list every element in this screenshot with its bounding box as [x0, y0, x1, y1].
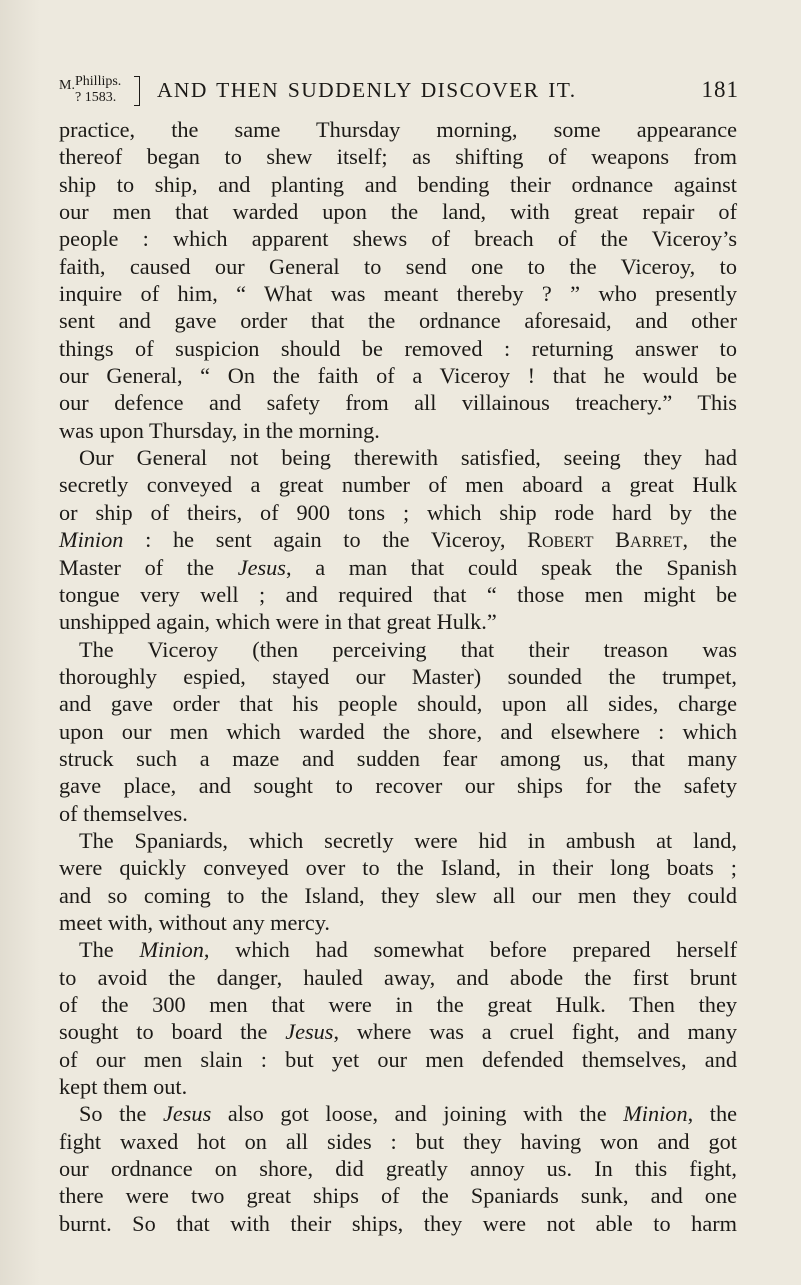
text-line: inquire of him, “ What was meant thereby ? ” who presently [59, 281, 737, 307]
text-line: people : which apparent shews of breach of the Viceroy’s [59, 226, 737, 252]
text-line: The Spaniards, which secretly were hid in ambush at land, [79, 827, 737, 853]
text-line: and so coming to the Island, they slew all our men they could [59, 882, 737, 908]
page-header [59, 75, 739, 109]
text-line: and gave order that his people should, upon all sides, charge [59, 691, 737, 717]
text-line: Our General not being therewith satisfied, seeing they had [79, 445, 737, 471]
text-line: of our men slain : but yet our men defended themselves, and [59, 1046, 737, 1072]
text-line: meet with, without any mercy. [59, 909, 331, 935]
text-line: So the Jesus also got loose, and joining with the Minion, the [79, 1101, 738, 1127]
text-line: secretly conveyed a great number of men aboard a great Hulk [59, 472, 737, 498]
text-line: upon our men which warded the shore, and elsewhere : which [59, 718, 737, 744]
text-line: of themselves. [59, 800, 188, 826]
text-line: of the 300 men that were in the great Hulk. Then they [59, 992, 737, 1017]
text-line: there were two great ships of the Spaniards sunk, and one [59, 1183, 737, 1209]
text-line: sent and gave order that the ordnance aforesaid, and other [59, 308, 737, 334]
text-line: our defence and safety from all villainous treachery.” This [59, 390, 737, 416]
text-line: things of suspicion should be removed : returning answer to [59, 335, 737, 361]
text-line: were quickly conveyed over to the Island, in their long boats ; [59, 855, 737, 881]
text-line: kept them out. [59, 1074, 188, 1100]
text-line: our men that warded upon the land, with great repair of [59, 199, 737, 225]
text-line: our General, “ On the faith of a Viceroy ! that he would be [59, 363, 737, 389]
reference-bracket [134, 76, 140, 106]
reference-author: Phillips. [75, 74, 122, 89]
text-line: Minion : he sent again to the Viceroy, Robert Barret, the [59, 527, 737, 553]
text-line: burnt. So that with their ships, they were not able to harm [59, 1210, 737, 1236]
text-line: struck such a maze and sudden fear among us, that many [59, 745, 737, 771]
running-title: AND THEN SUDDENLY DISCOVER IT. [157, 78, 577, 102]
text-line: tongue very well ; and required that “ those men might be [59, 581, 737, 607]
text-line: Master of the Jesus, a man that could speak the Spanish [59, 554, 737, 580]
page-number: 181 [701, 77, 739, 102]
text-line: thoroughly espied, stayed our Master) sounded the trumpet, [59, 663, 737, 689]
text-line: faith, caused our General to send one to the Viceroy, to [59, 253, 737, 279]
text-line: was upon Thursday, in the morning. [59, 417, 380, 443]
text-line: practice, the same Thursday morning, some appearance [59, 117, 737, 142]
text-line: The Minion, which had somewhat before prepared herself [79, 937, 737, 963]
text-line: to avoid the danger, hauled away, and abode the first brunt [59, 964, 737, 990]
text-line: or ship of theirs, of 900 tons ; which ship rode hard by the [59, 499, 737, 525]
reference-prefix: M. [59, 78, 75, 93]
text-line: gave place, and sought to recover our ships for the safety [59, 773, 737, 799]
text-line: our ordnance on shore, did greatly annoy us. In this fight, [59, 1156, 737, 1182]
text-line: sought to board the Jesus, where was a cruel fight, and many [59, 1019, 737, 1045]
reference-date: ? 1583. [75, 90, 117, 105]
text-line: ship to ship, and planting and bending their ordnance against [59, 171, 737, 197]
text-line: The Viceroy (then perceiving that their treason was [79, 636, 737, 662]
text-line: thereof began to shew itself; as shifting of weapons from [59, 144, 737, 170]
body-text [59, 116, 737, 1237]
text-line: unshipped again, which were in that great Hulk.” [59, 609, 497, 635]
text-line: fight waxed hot on all sides : but they having won and got [59, 1128, 737, 1154]
